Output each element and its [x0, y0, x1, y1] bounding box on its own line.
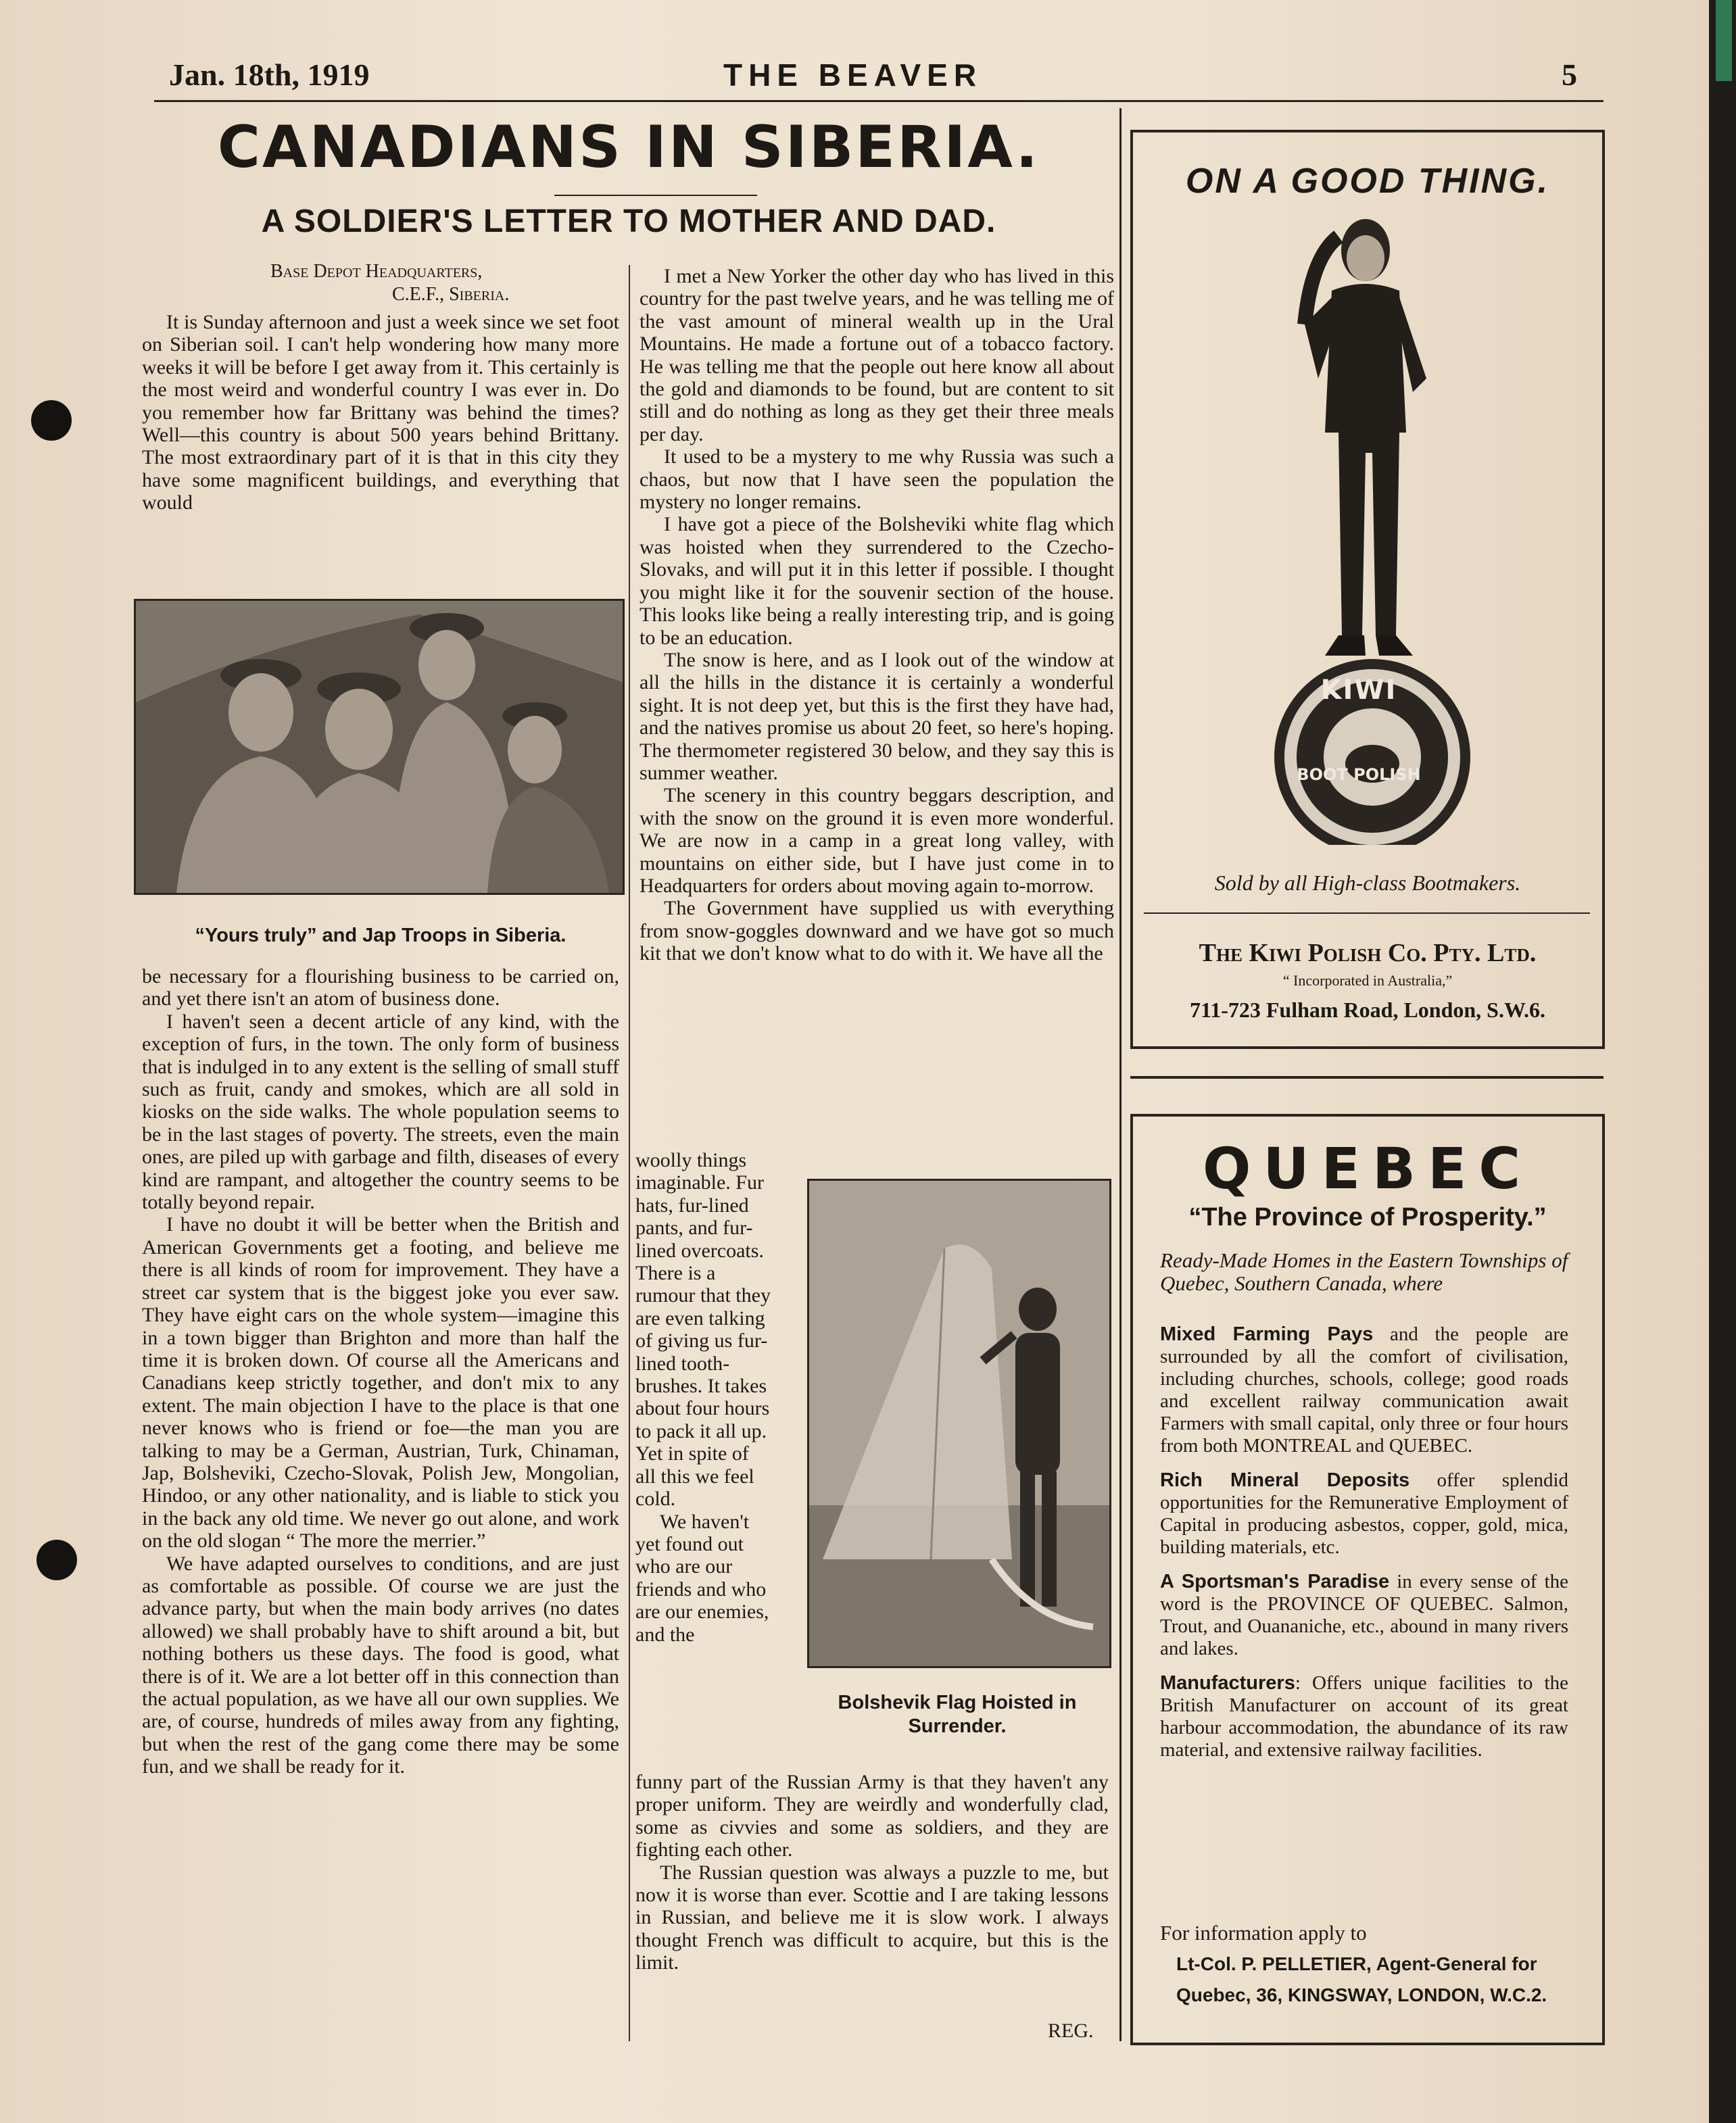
- item-head: A Sportsman's Paradise: [1160, 1571, 1390, 1592]
- column-1-top: [142, 311, 619, 561]
- column-2-top: [640, 265, 1114, 1148]
- kiwi-address: 711-723 Fulham Road, London, S.W.6.: [1189, 998, 1546, 1022]
- tin-brand: KIWI: [1320, 675, 1397, 706]
- tin-product: BOOT POLISH: [1297, 765, 1421, 784]
- paragraph: I haven't seen a decent article of any kind, with the exception of furs, in the town. The only form of business that is indulged in to any extent is the selling of small stuff such as fruit, candy and smokes, which are all sold in kiosks on the side walks. The whole population seems to be in the last stages of poverty. The streets, even the main ones, are piled up with garbage and filth, diseases of every kind are rampant, and altogether the country seems to be totally beyond repair.: [142, 1010, 619, 1214]
- column-2-narrow: [635, 1149, 773, 1771]
- quebec-item-manufacturers: [1160, 1672, 1568, 1761]
- article-column-rule: [629, 265, 630, 2041]
- paragraph: woolly things imaginable. Fur hats, fur-lined pants, and fur-lined overcoats. There is a rumour that they are even talking of giving us fur-lined tooth-brushes. It takes about four hours to pack it all up. Yet in spite of all this we feel cold.: [635, 1149, 771, 1511]
- quebec-contact-intro: For information apply to: [1160, 1921, 1367, 1945]
- kiwi-tagline: Sold by all High-class Bootmakers.: [1214, 871, 1521, 895]
- quebec-contact-line2: Quebec, 36, KINGSWAY, LONDON, W.C.2.: [1176, 1984, 1547, 2005]
- article-subtitle: A SOLDIER'S LETTER TO MOTHER AND DAD.: [261, 203, 996, 239]
- paragraph: We have adapted ourselves to conditions, and are just as comfortable as possible. Of course we are just the advance party, but when the main body arrives (no dates allowed) we shall probably have to shift around a bit, but nothing bothers us these days. The food is good, what there is of it. We are a lot better off in this connection than the actual population, as we have all our own supplies. We are, of course, hundreds of miles away from any fighting, but when the rest of the gang come there may be some fun, and we shall be ready for it.: [142, 1552, 619, 1778]
- paragraph: It used to be a mystery to me why Russia was such a chaos, but now that I have seen the population the mystery no longer remains.: [640, 445, 1114, 514]
- paragraph: We haven't yet found out who are our friends and who are our enemies, and the: [635, 1510, 769, 1646]
- kiwi-headline: ON A GOOD THING.: [1185, 162, 1550, 201]
- title-rule: [554, 195, 757, 196]
- dateline-1: Base Depot Headquarters,: [270, 261, 483, 282]
- quebec-item-minerals: [1160, 1469, 1568, 1559]
- kiwi-company: The Kiwi Polish Co. Pty. Ltd.: [1199, 939, 1537, 967]
- column-2-bottom: [635, 1771, 1109, 2021]
- page-edge: [1709, 0, 1736, 2123]
- quebec-item-sportsman: [1160, 1571, 1568, 1660]
- paragraph: The scenery in this country beggars description, and with the snow on the ground it is even more wonderful. We are now in a camp in a great long valley, with mountains on either side, but I have just come in to Headquarters for orders about moving again to-morrow.: [640, 784, 1114, 897]
- item-text: and the people are surrounded by all the comfort of civilisation, including churches, schools, college; good roads and excellent railway communication await Farmers with small capital, only three or four hours from both MONTREAL and QUEBEC.: [1160, 1323, 1568, 1457]
- punch-hole-bottom: [37, 1540, 77, 1580]
- signature: REG.: [1048, 2020, 1094, 2042]
- punch-hole-top: [31, 400, 72, 441]
- quebec-item-farming: [1160, 1323, 1568, 1457]
- quebec-title: QUEBEC: [1202, 1136, 1533, 1202]
- item-text: offer splendid opportunities for the Remunerative Employment of Capital in producing asbestos, copper, gold, mica, building materials, etc.: [1160, 1469, 1568, 1558]
- soldiers-illustration: [136, 601, 623, 893]
- paragraph: The Government have supplied us with everything from snow-goggles downward and we have got so much kit that we don't know what to do with it. We have all the: [640, 897, 1114, 965]
- kiwi-illustration: [1244, 210, 1501, 845]
- paragraph: funny part of the Russian Army is that they haven't any proper uniform. They are weirdly and wonderfully clad, some as civvies and some as soldiers, and they are fighting each other.: [635, 1771, 1109, 1861]
- paragraph: The snow is here, and as I look out of the window at all the hills in the distance it is certainly a wonderful sight. It is not deep yet, but this is the first they have had, and the natives promise us about 20 feet, so here's hoping. The thermometer registered 30 below, and they say this is summer weather.: [640, 648, 1114, 784]
- photo-bolshevik-flag: [807, 1179, 1111, 1668]
- quebec-items: [1160, 1323, 1568, 1761]
- photo-soldiers: [134, 599, 625, 895]
- header-rule: [154, 100, 1604, 102]
- article-title: CANADIANS IN SIBERIA.: [217, 114, 1040, 181]
- paragraph: The Russian question was always a puzzle to me, but now it is worse than ever. Scottie and I are taking lessons in Russian, and believe me it is slow work. I always thought French was difficult to acquire, but this is the limit.: [635, 1861, 1109, 1974]
- photo2-caption: Bolshevik Flag Hoisted in Surrender.: [838, 1692, 1077, 1737]
- page-number: 5: [1562, 57, 1577, 92]
- paper-name: THE BEAVER: [723, 57, 983, 93]
- paragraph: I have got a piece of the Bolsheviki white flag which was hoisted when they surrendered to the Czecho-Slovaks, and will put it in this letter if possible. I thought you might like it for the souvenir section of the house. This looks like being a really interesting trip, and is going to be an education.: [640, 513, 1114, 649]
- paragraph: I met a New Yorker the other day who has lived in this country for the past twelve years, and he was telling me of the vast amount of mineral wealth up in the Ural Mountains. He made a fortune out of a tobacco factory. He was telling me that the people out here know all about the gold and diamonds to be found, but are content to sit still and do nothing as long as they get their three meals per day.: [640, 265, 1114, 445]
- quebec-contact-line1: Lt-Col. P. PELLETIER, Agent-General for: [1176, 1953, 1537, 1974]
- column-1-bottom: [142, 965, 619, 2044]
- item-text: in every sense of the word is the PROVINCE OF QUEBEC. Salmon, Trout, and Ouananiche, etc., abound in many rivers and lakes.: [1160, 1571, 1569, 1659]
- item-head: Rich Mineral Deposits: [1160, 1469, 1410, 1491]
- item-head: Manufacturers: [1160, 1672, 1295, 1694]
- ads-divider: [1130, 1076, 1604, 1079]
- paragraph: be necessary for a flourishing business to be carried on, and yet there isn't an atom of business done.: [142, 965, 619, 1010]
- paragraph: It is Sunday afternoon and just a week since we set foot on Siberian soil. I can't help wondering how many more weeks it will be before I get away from it. This certainly is the most weird and wonderful country I was ever in. Do you remember how far Brittany was behind the times? Well—this country is about 500 years behind Brittany. The most extraordinary part of it is that in this city they have some magnificent buildings, and everything that would: [142, 311, 619, 514]
- item-head: Mixed Farming Pays: [1160, 1323, 1374, 1345]
- kiwi-rule: [1144, 912, 1590, 914]
- kiwi-incorporated: “ Incorporated in Australia,”: [1282, 972, 1453, 989]
- column-separator: [1119, 108, 1122, 2041]
- paragraph: I have no doubt it will be better when the British and American Governments get a footing, and believe me there is all kinds of room for improvement. They have a street car system that is the biggest joke you ever saw. They have eight cars on the whole system—imagine this in a town bigger than Brighton and more than half the time it is broken down. Of course all the Americans and Canadians keep strictly together, and don't mix to any extent. The main objection I have to the place is that one never knows who is friend or foe—the man you are talking to may be a German, Austrian, Turk, Chinaman, Jap, Bolsheviki, Czecho-Slovak, Polish Jew, Mongolian, Hindoo, or any other nationality, and is liable to stick you in the back any old time. We never go out alone, and work on the old slogan “ The more the merrier.”: [142, 1213, 619, 1553]
- item-text: : Offers unique facilities to the British Manufacturer on account of its great harbour accommodation, the abundance of its raw material, and extensive railway facilities.: [1160, 1672, 1568, 1761]
- dateline-2: C.E.F., Siberia.: [392, 284, 510, 305]
- man-figure: [1305, 219, 1426, 656]
- green-tab: [1716, 0, 1732, 81]
- issue-date: Jan. 18th, 1919: [169, 57, 370, 92]
- quebec-slogan: “The Province of Prosperity.”: [1188, 1203, 1547, 1231]
- photo1-caption: “Yours truly” and Jap Troops in Siberia.: [195, 925, 566, 946]
- flag-illustration: [809, 1181, 1109, 1666]
- quebec-intro: Ready-Made Homes in the Eastern Townships of Quebec, Southern Canada, where: [1160, 1248, 1568, 1295]
